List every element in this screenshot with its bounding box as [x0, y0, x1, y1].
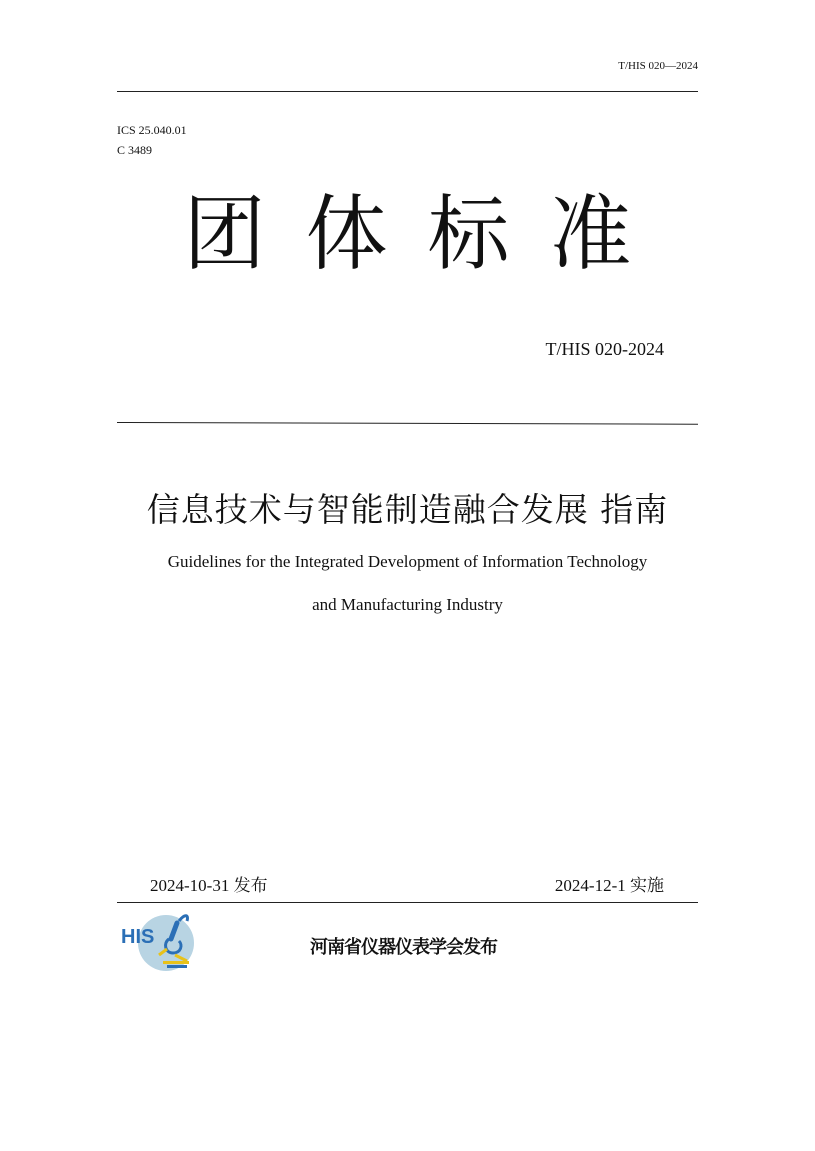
ics-code: ICS 25.040.01: [117, 123, 187, 137]
logo-text: HIS: [121, 926, 155, 948]
header-divider: [117, 91, 698, 92]
document-title-english-line2: and Manufacturing Industry: [312, 595, 503, 614]
document-title-chinese: 信息技术与智能制造融合发展 指南: [146, 490, 669, 529]
society-logo: [119, 909, 201, 971]
document-title-english-line1: Guidelines for the Integrated Development of Information Technology: [167, 552, 648, 571]
main-title: 团体标准: [183, 187, 672, 282]
publisher-name: 河南省仪器仪表学会发布: [310, 937, 497, 958]
implementation-date: 2024-12-1 实施: [554, 876, 664, 895]
document-number: T/HIS 020-2024: [545, 339, 664, 359]
title-divider: [117, 422, 698, 425]
release-date: 2024-10-31 发布: [150, 876, 268, 895]
header-standard-code: T/HIS 020—2024: [618, 60, 698, 72]
footer-divider: [117, 902, 698, 903]
ccs-code: C 3489: [117, 143, 153, 157]
microscope-icon: [119, 909, 201, 971]
classification-block: [117, 120, 187, 160]
